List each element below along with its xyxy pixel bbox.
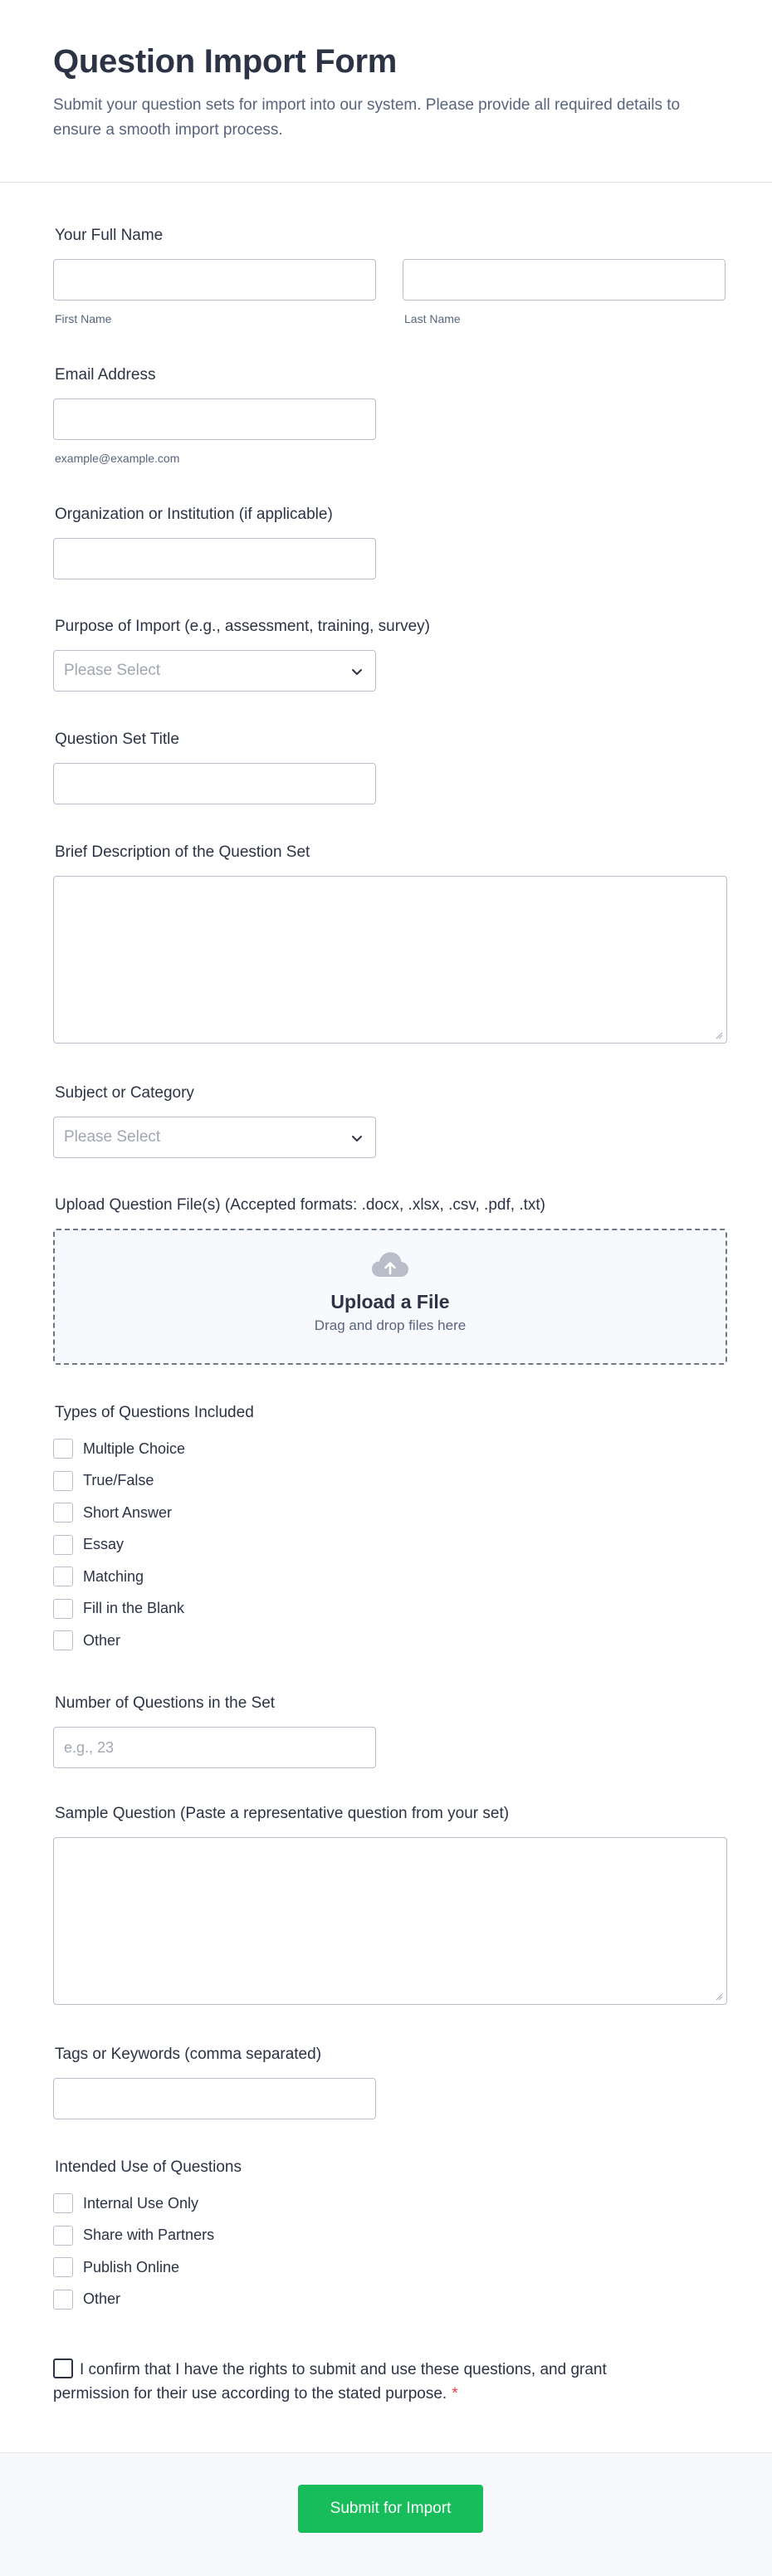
full-name-field [53, 226, 727, 325]
upload-hint: Drag and drop files here [314, 1317, 467, 1333]
sample-question-field [53, 1804, 727, 2005]
last-name-input[interactable] [403, 259, 726, 301]
sample-question-textarea[interactable] [53, 1837, 727, 2005]
question-type-option[interactable] [53, 1529, 727, 1562]
email-field [53, 365, 727, 465]
set-title-label: Question Set Title [55, 731, 179, 748]
checkbox[interactable] [53, 1535, 73, 1555]
organization-field [53, 505, 727, 579]
description-field [53, 843, 727, 1044]
option-label: Fill in the Blank [83, 1600, 185, 1617]
submit-button[interactable]: Submit for Import [298, 2485, 483, 2533]
subject-field [53, 1083, 727, 1158]
checkbox[interactable] [53, 1630, 73, 1650]
purpose-selected-value: Please Select [64, 662, 161, 679]
form-description: Submit your question sets for import into our system. Please provide all required details to ensure a smooth import process. [53, 96, 681, 139]
option-label: Short Answer [83, 1503, 173, 1521]
checkbox[interactable] [53, 1599, 73, 1619]
form-header [0, 0, 772, 183]
checkbox[interactable] [53, 2290, 73, 2310]
intended-use-field [53, 2158, 727, 2315]
tags-label: Tags or Keywords (comma separated) [55, 2046, 322, 2063]
first-name-sublabel: First Name [55, 312, 112, 325]
option-label: Other [83, 2290, 121, 2308]
question-type-option[interactable] [53, 1465, 727, 1498]
chevron-down-icon [350, 665, 364, 678]
checkbox[interactable] [53, 1503, 73, 1523]
option-label: Share with Partners [83, 2227, 215, 2244]
first-name-input[interactable] [53, 259, 376, 301]
option-label: Multiple Choice [83, 1440, 186, 1457]
checkbox[interactable] [53, 1439, 73, 1459]
description-label: Brief Description of the Question Set [55, 843, 310, 861]
purpose-select[interactable] [53, 650, 376, 692]
question-types-label: Types of Questions Included [55, 1404, 254, 1421]
email-sublabel: example@example.com [55, 452, 180, 465]
intended-use-option[interactable] [53, 2251, 727, 2284]
upload-title: Upload a File [330, 1291, 450, 1312]
intended-use-label: Intended Use of Questions [55, 2158, 242, 2176]
organization-label: Organization or Institution (if applicable) [55, 506, 333, 523]
option-label: Other [83, 1631, 121, 1649]
option-label: True/False [83, 1472, 154, 1489]
set-title-input[interactable] [53, 763, 376, 804]
question-types-options [53, 1433, 727, 1657]
full-name-label: Your Full Name [55, 227, 164, 244]
consent-field [53, 2358, 684, 2406]
sample-question-label: Sample Question (Paste a representative question from your set) [55, 1805, 510, 1822]
question-types-field [53, 1403, 727, 1657]
cloud-upload-icon [370, 1250, 410, 1280]
chevron-down-icon [350, 1132, 364, 1145]
last-name-sublabel: Last Name [404, 312, 461, 325]
consent-text: I confirm that I have the rights to submit and use these questions, and grant permission for their use according to the stated purpose. [53, 2361, 607, 2402]
required-mark: * [452, 2385, 458, 2402]
email-input[interactable] [53, 398, 376, 440]
question-type-option[interactable] [53, 1561, 727, 1593]
upload-field [53, 1195, 727, 1365]
resize-grip-icon[interactable] [715, 1031, 723, 1039]
subject-selected-value: Please Select [64, 1128, 161, 1146]
question-type-option[interactable] [53, 1433, 727, 1465]
consent-checkbox[interactable] [53, 2358, 73, 2378]
question-type-option[interactable] [53, 1593, 727, 1625]
email-label: Email Address [55, 366, 156, 384]
organization-input[interactable] [53, 538, 376, 579]
checkbox[interactable] [53, 2226, 73, 2246]
tags-field [53, 2045, 727, 2119]
file-upload-dropzone[interactable] [53, 1229, 727, 1365]
tags-input[interactable] [53, 2078, 376, 2119]
purpose-label: Purpose of Import (e.g., assessment, training, survey) [55, 618, 430, 635]
option-label: Essay [83, 1536, 125, 1553]
intended-use-options [53, 2187, 727, 2315]
num-questions-label: Number of Questions in the Set [55, 1694, 276, 1712]
resize-grip-icon[interactable] [715, 1992, 723, 2001]
option-label: Matching [83, 1567, 144, 1585]
intended-use-option[interactable] [53, 2284, 727, 2316]
checkbox[interactable] [53, 1471, 73, 1491]
num-questions-input[interactable]: e.g., 23 [53, 1727, 376, 1768]
upload-label: Upload Question File(s) (Accepted formats: .docx, .xlsx, .csv, .pdf, .txt) [55, 1196, 545, 1214]
form-title: Question Import Form [53, 43, 398, 80]
subject-select[interactable] [53, 1117, 376, 1158]
checkbox[interactable] [53, 2193, 73, 2213]
checkbox[interactable] [53, 2257, 73, 2277]
option-label: Publish Online [83, 2258, 180, 2275]
question-type-option[interactable] [53, 1497, 727, 1529]
set-title-field [53, 730, 727, 804]
checkbox[interactable] [53, 1567, 73, 1586]
purpose-field [53, 617, 727, 692]
subject-label: Subject or Category [55, 1084, 194, 1102]
intended-use-option[interactable] [53, 2187, 727, 2220]
question-type-option[interactable] [53, 1625, 727, 1657]
description-textarea[interactable] [53, 876, 727, 1044]
option-label: Internal Use Only [83, 2194, 199, 2212]
form-footer [0, 2452, 772, 2576]
intended-use-option[interactable] [53, 2220, 727, 2252]
num-questions-field [53, 1694, 727, 1768]
